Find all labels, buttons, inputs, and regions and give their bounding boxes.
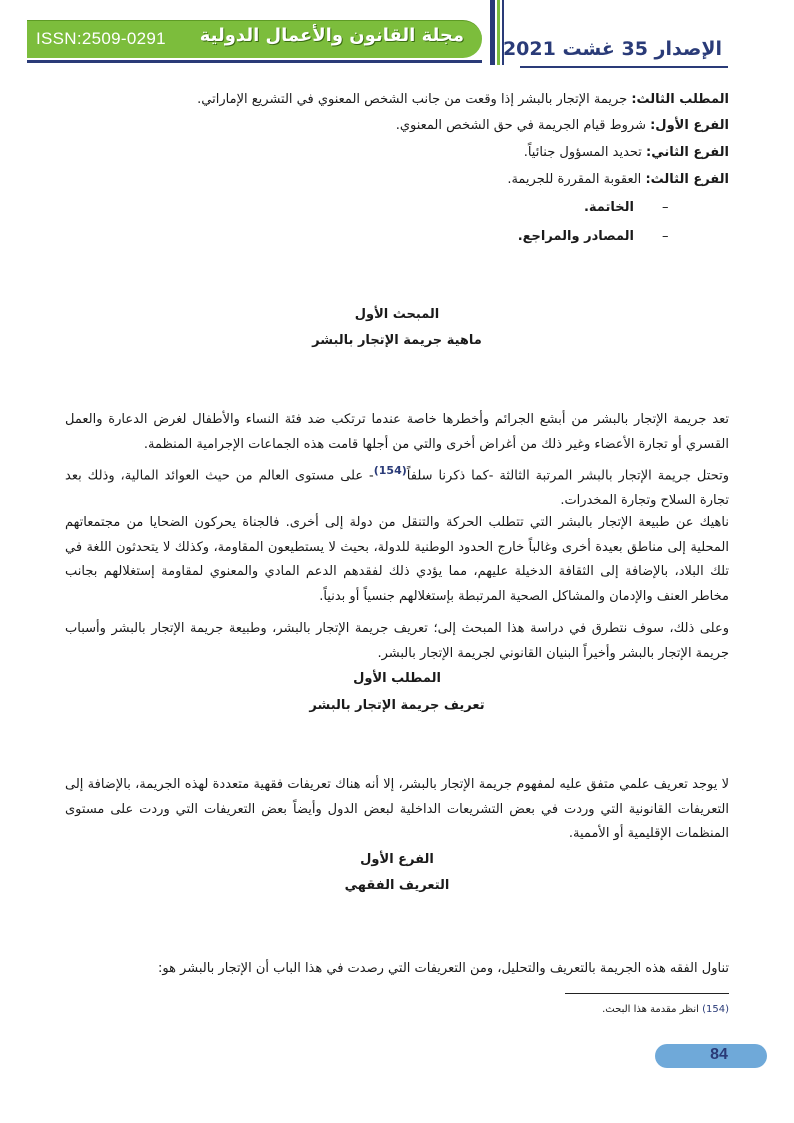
dash-bullet: – — [662, 200, 669, 215]
footnote-ref[interactable]: (154) — [373, 464, 407, 477]
toc-dash-item: المصادر والمراجع. — [517, 229, 634, 244]
toc-label: الفرع الأول: — [650, 118, 729, 133]
paragraph-intro: تعد جريمة الإتجار بالبشر من أبشع الجرائم وأخطرها خاصة عندما ترتكب ضد فئة النساء والأطفال لغرض الدعارة والعمل القسري أو تجارة الأعضاء وغير ذلك من أغراض أخرى والتي من أجلها قامت هذه الجماعات الإجرامية المنظمة. — [65, 412, 729, 452]
toc-text: العقوبة المقررة للجريمة. — [507, 172, 646, 187]
toc-label: المطلب الثالث: — [631, 92, 729, 107]
footnote-number: (154) — [702, 1004, 729, 1015]
dash-bullet: – — [662, 229, 669, 244]
paragraph-definition: لا يوجد تعريف علمي متفق عليه لمفهوم جريمة الإتجار بالبشر، إلا أنه هناك تعريفات فقهية متعددة لهذه الجريمة، بالإضافة إلى التعريفات القانونية التي وردت في بعض التشريعات الداخلية لبعض الدول وأيضاً بعض التعريفات التي وردت على مستوى المنظمات الإقليمية أو الأممية. — [65, 777, 729, 841]
issue-label: الإصدار 35 غشت 2021 — [502, 38, 722, 60]
toc-text: تحديد المسؤول جنائياً. — [523, 145, 647, 160]
section-subheading: ماهية جريمة الإتجار بالبشر — [312, 333, 482, 348]
branch-subheading: التعريف الفقهي — [344, 878, 450, 893]
paragraph-doctrine: تناول الفقه هذه الجريمة بالتعريف والتحليل، ومن التعريفات التي رصدت في هذا الباب أن الإتجار بالبشر هو: — [157, 961, 729, 976]
paragraph-text: - على مستوى العالم من حيث العوائد المالية، وذلك بعد تجارة السلاح وتجارة المخدرات. — [65, 468, 729, 508]
footnote-text: انظر مقدمة هذا البحث. — [602, 1004, 703, 1015]
issue-underline — [520, 66, 728, 68]
journal-title: مجلة القانون والأعمال الدولية — [199, 25, 464, 46]
toc-text: جريمة الإتجار بالبشر إذا وقعت من جانب الشخص المعنوي في التشريع الإماراتي. — [197, 92, 632, 107]
toc-line-1 — [197, 92, 729, 107]
toc-text: شروط قيام الجريمة في حق الشخص المعنوي. — [395, 118, 651, 133]
toc-dash-item: الخاتمة. — [583, 200, 634, 215]
toc-label: الفرع الثاني: — [646, 145, 729, 160]
paragraph-ranking — [65, 459, 729, 513]
toc-line-4 — [507, 172, 729, 187]
paragraph-nature: ناهيك عن طبيعة الإتجار بالبشر التي تتطلب الحركة والتنقل من دولة إلى أخرى. فالجناة يحركون الضحايا من مجتمعاتهم المحلية إلى مناطق بعيدة أخرى وغالباً خارج الحدود الوطنية للدولة، بحيث لا يستطيعون المقاومة، وكذلك لا يتحدثون اللغة في تلك البلاد، بالإضافة إلى الثقافة الدخيلة عليهم، مما يؤدي ذلك لفقدهم الدعم المادي والمعنوي لمقاومة إستغلالهم بجانب مخاطر العنف والإدمان والمشاكل الصحية المرتبطة بإستغلالهم جنسياً أو بدنياً. — [65, 515, 729, 604]
header-divider-bar — [490, 0, 495, 65]
paragraph-outline: وعلى ذلك، سوف نتطرق في دراسة هذا المبحث إلى؛ تعريف جريمة الإتجار بالبشر، وطبيعة جريمة الإتجار بالبشر وأسباب جريمة الإتجار بالبشر وأخيراً البنيان القانوني لجريمة الإتجار بالبشر. — [65, 621, 729, 661]
branch-heading: الفرع الأول — [360, 852, 434, 867]
paragraph-text: وتحتل جريمة الإتجار بالبشر المرتبة الثالثة -كما ذكرنا سلفاً — [406, 468, 729, 484]
subsection-heading: المطلب الأول — [353, 671, 441, 686]
toc-line-2 — [396, 118, 729, 133]
toc-line-3 — [524, 145, 729, 160]
footnote-rule — [565, 993, 729, 994]
page-number: 84 — [710, 1046, 728, 1063]
issn-label: ISSN:2509-0291 — [36, 29, 166, 48]
toc-label: الفرع الثالث: — [645, 172, 729, 187]
section-heading: المبحث الأول — [354, 307, 440, 322]
footnote — [602, 1004, 729, 1015]
header-underline — [27, 60, 482, 63]
header-divider-bar — [497, 0, 500, 65]
subsection-subheading: تعريف جريمة الإتجار بالبشر — [309, 698, 485, 713]
